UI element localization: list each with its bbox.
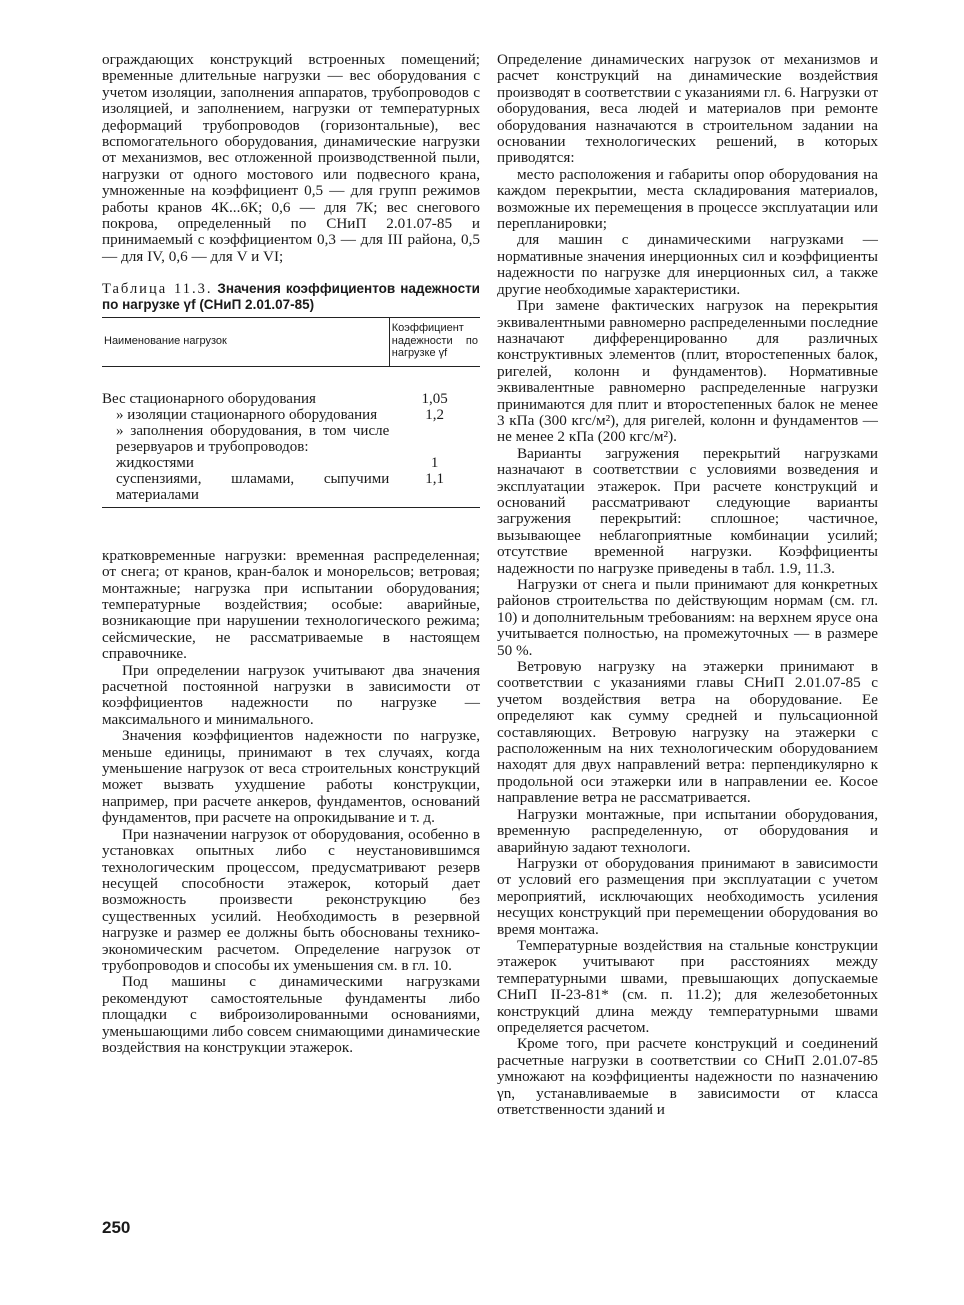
table-header-name: Наименование нагрузок	[102, 318, 389, 367]
table-caption-label: Таблица 11.3.	[102, 281, 213, 298]
paragraph: место расположения и габариты опор оборудования на каждом перекрытии, места складирования материалов, возможные их перемещения в процессе эксплуатации или перепланировки;	[497, 165, 878, 233]
table-caption	[102, 281, 480, 313]
paragraph: Температурные воздействия на стальные конструкции этажерок учитывают при расстояниях между температурными швами, превышающих допускаемые СНиП II-23-81* (см. п. 11.2); для железобетонных конструкций длина между температурными швами определяется расчетом.	[497, 936, 878, 1036]
paragraph: Нагрузки от оборудования принимают в зависимости от условий его размещения при эксплуатации с учетом мероприятий, исключающих необходимость усиления несущих конструкций при перемещении оборудования во время монтажа.	[497, 854, 878, 938]
paragraph: При определении нагрузок учитывают два значения расчетной постоянной нагрузки в зависимости от коэффициентов надежности по нагрузке — максимального и минимального.	[102, 661, 480, 728]
paragraph: Кроме того, при расчете конструкций и соединений расчетные нагрузки в соответствии со СНиП 2.01.07-85 умножают на коэффициенты надежности по назначению γn, устанавливаемые в зависимости от класса ответственности зданий и	[497, 1035, 878, 1118]
paragraph: Варианты загружения перекрытий нагрузками назначают в соответствии с условиями возведения и эксплуатации этажерок. При расчете конструкций и оснований рассматривают следующие варианты загружения перекрытий: сплошное; частичное, вызывающее неблагоприятные комбинации усилий; отсутствие временной нагрузки. Коэффициенты надежности по нагрузке приведены в табл. 1.9, 11.3.	[497, 444, 878, 577]
paragraph: для машин с динамическими нагрузками — нормативные значения инерционных сил и коэффициенты надежности по нагрузке для инерционных сил, а также другие необходимые характеристики.	[497, 231, 878, 298]
paragraph: Ветровую нагрузку на этажерки принимают в соответствии с указаниями главы СНиП 2.01.07-85 с учетом воздействия ветра на оборудование. Ее определяют как сумму средней и пульсационной составляющих. Ветровую нагрузку на этажерки с расположенным на них технологическим оборудованием находят для двух направлений ветра: перпендикулярно к продольной оси этажерки или в направлении ее. Косое направление ветра не рассматривается.	[497, 658, 878, 807]
table-cell-value: 1,2	[425, 406, 444, 423]
table-cell-name: жидкостями	[116, 454, 194, 471]
table-row	[102, 407, 480, 423]
coefficients-table	[102, 317, 480, 508]
table-cell-value	[389, 423, 480, 455]
table-cell-value: 1,1	[425, 470, 444, 487]
table-row	[102, 455, 480, 471]
paragraph: При назначении нагрузок от оборудования, особенно в установках опытных либо с неустановившимся технологическим процессом, предусматривают резерв несущей способности этажерок, который дает возможность произвести реконструкцию без существенных усилий. Необходимость в резервной нагрузке и размер ее должны быть обоснованы технико-экономическим расчетом. Определение нагрузок от трубопроводов и способы их уменьшения см. в гл. 10.	[102, 825, 480, 974]
paragraph: кратковременные нагрузки: временная распределенная; от снега; от кранов, кран-балок и монорельсов; ветровая; монтажные; нагрузка при испытании оборудования; температурные воздействия; особые: аварийные, возникающие при нарушении технологического режима; сейсмические, не рассматриваемые в настоящем справочнике.	[102, 546, 480, 663]
table-row	[102, 423, 480, 455]
table-cell-name: суспензиями, шламами, сыпучими материалами	[116, 470, 390, 503]
paragraph: Нагрузки монтажные, при испытании оборудования, временную распределенную, от оборудования и аварийную задают технологи.	[497, 805, 878, 856]
page-number: 250	[102, 1218, 131, 1237]
left-text-after-table	[102, 548, 480, 1057]
paragraph: При замене фактических нагрузок на перекрытия эквивалентными равномерно распределенными последние назначают дифференцированно для различных конструктивных элементов (плит, второстепенных балок, ригелей, колонн и фундаментов). Нормативные эквивалентные равномерно распределенные нагрузки принимаются для плит и второстепенных балок не менее 3 кПа (300 кгс/м²), для ригелей, колонн и фундаментов — не менее 2 кПа (200 кгс/м²).	[497, 297, 878, 446]
left-column	[102, 52, 480, 1056]
table-row	[102, 391, 480, 407]
paragraph: Нагрузки от снега и пыли принимают для конкретных районов строительства по действующим нормам (см. гл. 10) и дополнительным требованиям: на верхнем ярусе она учитывается полностью, на промежуточных — в размере 50 %.	[497, 576, 878, 659]
table-cell-name: » заполнения оборудования, в том числе резервуаров и трубопроводов:	[116, 422, 390, 455]
paragraph: Значения коэффициентов надежности по нагрузке, меньше единицы, принимают в тех случаях, когда уменьшение нагрузок от веса строительных конструкций может вызвать ухудшение работы конструкции, например, при расчете анкеров, фундаментов, оснований фундаментов, при расчете на опрокидывание и т. д.	[102, 727, 480, 827]
table-header-value: Коэффициент надежности по нагрузке γf	[391, 322, 478, 360]
table-cell-name: Вес стационарного оборудования	[102, 390, 316, 407]
table-row	[102, 471, 480, 503]
table-cell-value: 1	[430, 454, 439, 471]
right-column	[497, 52, 878, 1118]
paragraph: Определение динамических нагрузок от механизмов и расчет конструкций на динамические воздействия производят в соответствии с указаниями гл. 6. Нагрузки от оборудования, веса людей и материалов при ремонте оборудования назначаются в строительном задании на основании технологических решений, в которых приводятся:	[497, 51, 879, 167]
table-caption-title: Значения коэффициентов надежности по нагрузке γf (СНиП 2.01.07-85)	[102, 281, 480, 313]
table-cell-name: » изоляции стационарного оборудования	[116, 406, 378, 423]
paragraph: Под машины с динамическими нагрузками рекомендуют самостоятельные фундаменты либо площадки с виброизолированными основаниями, уменьшающими либо совсем снимающими динамические воздействия на конструкции этажерок.	[102, 973, 480, 1056]
table-cell-value: 1,05	[421, 390, 448, 407]
paragraph: ограждающих конструкций встроенных помещений; временные длительные нагрузки — вес оборудования с учетом изоляции, заполнения аппаратов, трубопроводов с изоляцией, и заполнением, нагрузки от температурных деформаций трубопроводов (горизонтальные), вес вспомогательного оборудования, динамические нагрузки от механизмов, вес отложенной производственной пыли, нагрузки от одного мостового или подвесного крана, умноженные на коэффициент 0,5 — для групп режимов работы кранов 4К...6К; 0,6 — для 7К; вес снегового покрова, определенный по СНиП 2.01.07-85 и принимаемый с коэффициентом 0,3 — для III района, 0,5 — для IV, 0,6 — для V и VI;	[102, 51, 480, 265]
